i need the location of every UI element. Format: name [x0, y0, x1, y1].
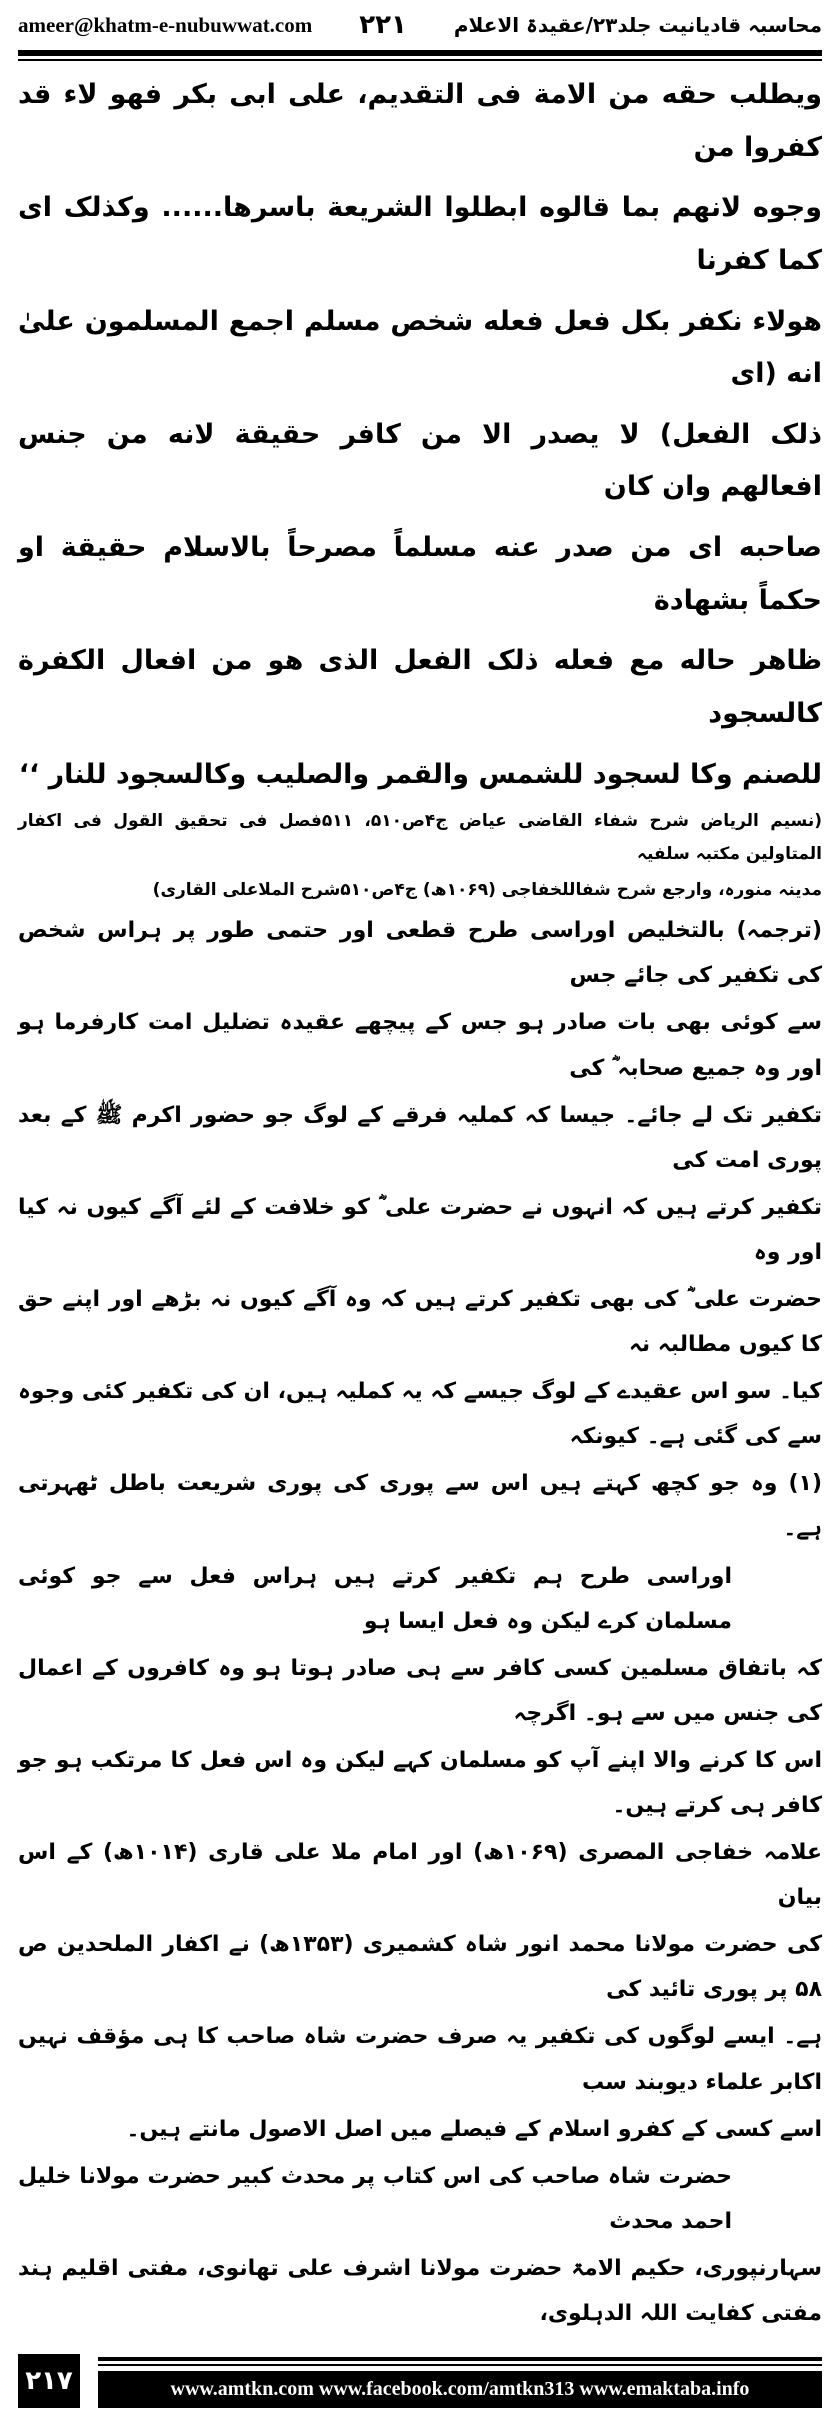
footer-right [98, 2354, 822, 2408]
arabic-line: للصنم وکا لسجود للشمس والقمر والصلیب وکالسجود للنار ‘‘ [18, 758, 822, 790]
footer-links: www.amtkn.com www.facebook.com/amtkn313 www.emaktaba.info [98, 2371, 822, 2408]
urdu-line: حضرت شاہ صاحب کی اس کتاب پر محدث کبیر حضرت مولانا خلیل احمد محدث [18, 2163, 732, 2234]
urdu-line: اوراسی طرح ہم تکفیر کرتے ہیں ہراس فعل سے جو کوئی مسلمان کرے لیکن وہ فعل ایسا ہو [18, 1563, 732, 1634]
urdu-line: اسے کسی کے کفرو اسلام کے فیصلے میں اصل الاصول مانتے ہیں۔ [126, 2116, 822, 2142]
urdu-line: حضرت علی ؓ کی بھی تکفیر کرتے ہیں کہ وہ آگے کیوں نہ بڑھے اور اپنے حق کا کیوں مطالبہ نہ [18, 1286, 822, 1358]
header-divider-thin [18, 59, 822, 61]
arabic-quote [18, 69, 822, 801]
urdu-line: تکفیر تک لے جائے۔ جیسا کہ کملیہ فرقے کے لوگ جو حضور اکرم ﷺ کے بعد پوری امت کی [18, 1102, 822, 1173]
urdu-line: سے کوئی بھی بات صادر ہو جس کے پیچھے عقیدہ تضلیل امت کارفرما ہو اور وہ جمیع صحابہ ؓ کی [18, 1010, 822, 1081]
page-footer [18, 2354, 822, 2412]
urdu-translation [18, 908, 822, 2336]
urdu-line: اس کا کرنے والا اپنے آپ کو مسلمان کہے لیکن وہ اس فعل کا مرتکب ہو جو کافر ہی کرتے ہیں۔ [18, 1747, 822, 1818]
urdu-line: کہ باتفاق مسلمین کسی کافر سے ہی صادر ہوتا ہو وہ کافروں کے اعمال کی جنس میں سے ہو۔ اگرچہ [18, 1655, 822, 1726]
arabic-line: ظاهر حاله مع فعله ذلک الفعل الذی هو من افعال الکفرة کالسجود [18, 645, 822, 730]
footer-divider [98, 2357, 822, 2361]
arabic-line: وجوه لانهم بما قالوه ابطلوا الشریعة باسرها...... وکذلک ای کما کفرنا [18, 192, 822, 276]
header-page-number: ۲۲۱ [359, 10, 407, 40]
urdu-line: سہارنپوری، حکیم الامۃ حضرت مولانا اشرف علی تھانوی، مفتی اقلیم ہند مفتی کفایت اللہ الدہلوی، [18, 2255, 822, 2327]
urdu-line: ہے۔ ایسے لوگوں کی تکفیر یہ صرف حضرت شاہ صاحب کا ہی مؤقف نہیں اکابر علماء دیوبند سب [18, 2024, 822, 2095]
citation-line: مدینہ منورہ، وارجع شرح شفاللخفاجی (۱۰۶۹ھ) ج۴ص۵۱۰شرح الملاعلی القاری) [152, 879, 822, 900]
arabic-line: صاحبه ای من صدر عنه مسلماً مصرحاً بالاسلام حقیقة او حکماً بشهادة [18, 532, 822, 616]
urdu-line: تکفیر کرتے ہیں کہ انہوں نے حضرت علی ؓ کو خلافت کے لئے آگے کیوں نہ کیا اور وہ [18, 1194, 822, 1265]
urdu-line: (۱) وہ جو کچھ کہتے ہیں اس سے پوری کی پوری شریعت باطل ٹھہرتی ہے۔ [18, 1471, 822, 1542]
header-book-title: محاسبہ قادیانیت جلد۲۳/عقیدۃ الاعلام [453, 13, 822, 37]
urdu-line: کی حضرت مولانا محمد انور شاہ کشمیری (۱۳۵۳ھ) نے اکفار الملحدین ص ۵۸ پر پوری تائید کی [18, 1932, 822, 2003]
header-email: ameer@khatm-e-nubuwwat.com [18, 12, 313, 37]
arabic-line: ویطلب حقه من الامة فی التقدیم، علی ابی بکر فهو لاء قد کفروا من [18, 79, 822, 163]
page-header [18, 0, 822, 40]
urdu-line: (ترجمہ) بالتخلیص اوراسی طرح قطعی اور حتمی طور پر ہراس شخص کی تکفیر کی جائے جس [18, 918, 822, 989]
header-divider [18, 50, 822, 56]
arabic-line: ذلک الفعل) لا یصدر الا من کافر حقیقة لانه من جنس افعالهم وان کان [18, 418, 822, 503]
citation-line: (نسیم الریاض شرح شفاء القاضی عیاض ج۴ص۵۱۰، ۵۱۱فصل فی تحقیق القول فی اکفار المتاولین مکتبہ سلفیہ [18, 811, 822, 864]
arabic-line: هولاء نکفر بکل فعل فعله شخص مسلم اجمع المسلمون علیٰ انه (ای [18, 305, 822, 390]
footer-page-number: ۲۱۷ [18, 2354, 80, 2408]
urdu-line: کیا۔ سو اس عقیدے کے لوگ جیسے کہ یہ کملیہ ہیں، ان کی تکفیر کئی وجوہ سے کی گئی ہے۔ کیونکہ [18, 1379, 822, 1450]
urdu-line: علامہ خفاجی المصری (۱۰۶۹ھ) اور امام ملا علی قاری (۱۰۱۴ھ) کے اس بیان [18, 1840, 822, 1911]
footer-divider-thin [98, 2364, 822, 2366]
citation [18, 805, 822, 906]
